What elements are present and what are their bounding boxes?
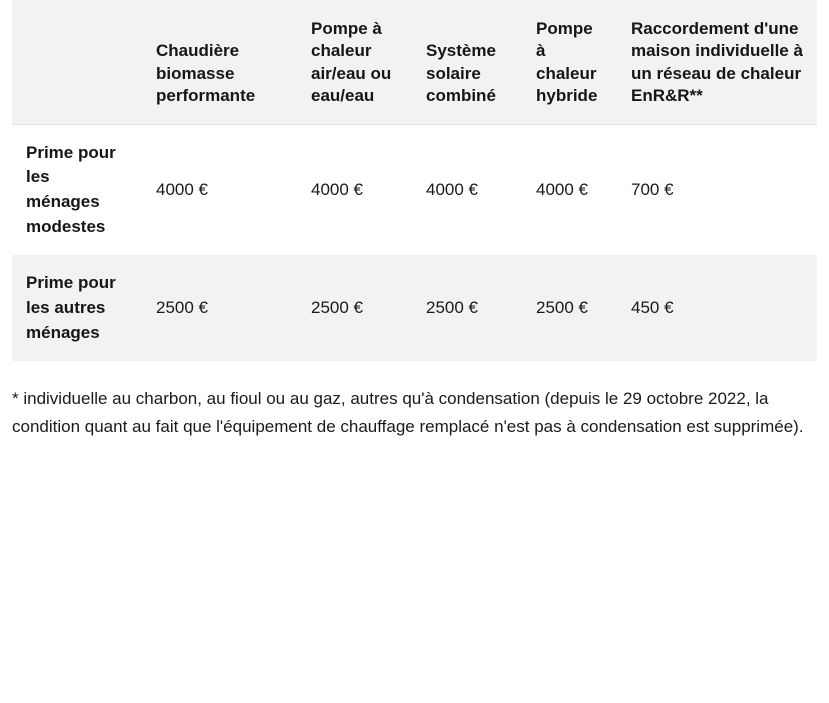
cell-other-biomass: 2500 € — [156, 297, 208, 317]
table-row — [12, 255, 817, 361]
cell-modest-network: 700 € — [617, 124, 817, 255]
table-header-row — [12, 0, 817, 124]
cell-modest-heatpump-airwater: 4000 € — [297, 124, 412, 255]
column-header-5: Raccordement d'une maison individuelle à un réseau de chaleur EnR&R** — [631, 19, 803, 106]
table-row — [12, 124, 817, 255]
aid-amounts-table — [12, 0, 817, 361]
cell-other-heatpump-airwater: 2500 € — [311, 297, 363, 317]
cell-other-hybrid: 2500 € — [536, 297, 588, 317]
table-header — [12, 0, 817, 124]
row-label-other-households: Prime pour les autres ménages — [26, 273, 116, 342]
cell-modest-solar: 4000 € — [412, 124, 522, 255]
cell-other-network: 450 € — [631, 297, 674, 317]
column-header-2: Pompe à chaleur air/eau ou eau/eau — [311, 19, 392, 106]
cell-other-solar: 2500 € — [426, 297, 478, 317]
cell-modest-biomass: 4000 € — [142, 124, 297, 255]
column-header-1: Chaudière biomasse performante — [156, 41, 256, 106]
column-header-3: Système solaire combiné — [426, 41, 496, 106]
table-footnote: * individuelle au charbon, au fioul ou au gaz, autres qu'à condensation (depuis le 29 octobre 2022, la condition quant au fait que l'équipement de chauffage remplacé n'est pas à condensation est supprimée). — [12, 389, 804, 436]
row-label-modest-households: Prime pour les ménages modestes — [12, 124, 142, 255]
table-body — [12, 124, 817, 361]
table-corner-header — [12, 0, 142, 124]
cell-modest-hybrid: 4000 € — [522, 124, 617, 255]
column-header-4: Pompe à chaleur hybride — [536, 19, 598, 106]
